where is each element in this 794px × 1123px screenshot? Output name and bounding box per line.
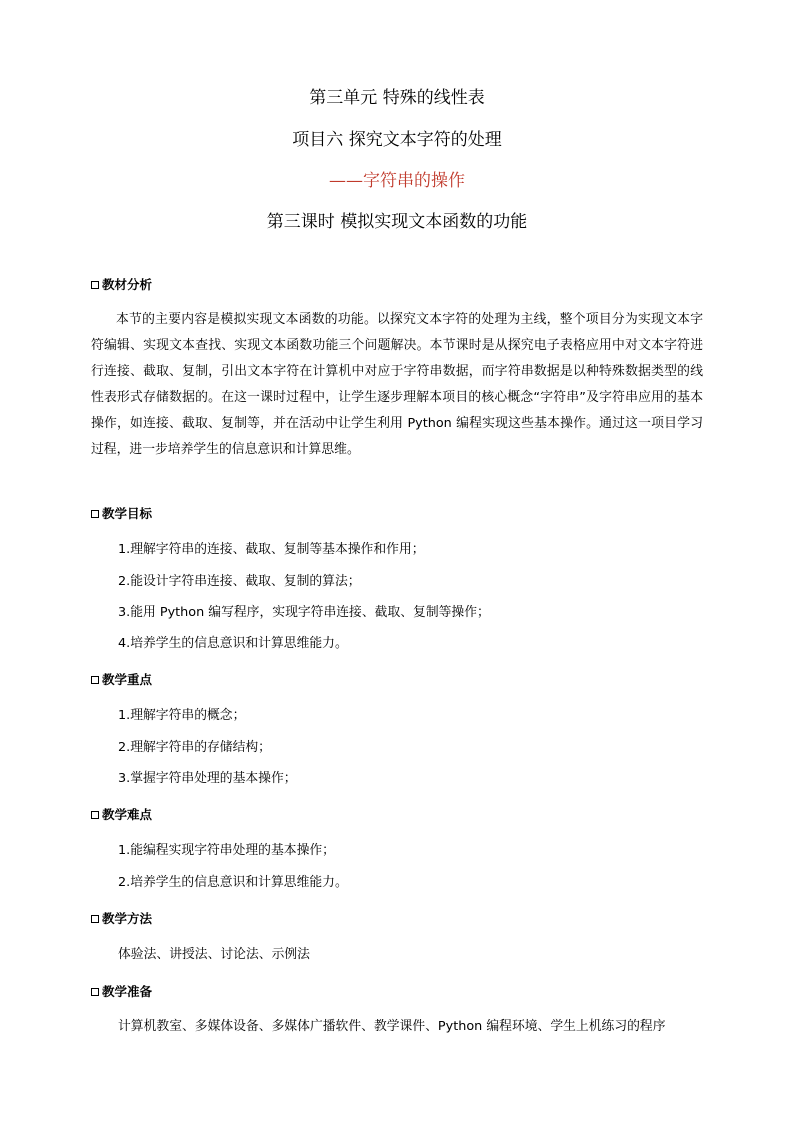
section-heading-text: 教材分析 (102, 277, 153, 292)
objective-item: 4.培养学生的信息意识和计算思维能力。 (118, 636, 348, 651)
checkbox-square-icon (91, 915, 99, 923)
checkbox-square-icon (91, 811, 99, 819)
checkbox-square-icon (91, 281, 99, 289)
section-heading-objectives (91, 505, 152, 523)
checkbox-square-icon (91, 676, 99, 684)
methods-text: 体验法、讲授法、讨论法、示例法 (118, 947, 310, 962)
section-heading-text: 教学目标 (102, 506, 153, 521)
subtitle: ——字符串的操作 (329, 171, 465, 191)
difficulty-item: 2.培养学生的信息意识和计算思维能力。 (118, 875, 348, 890)
key-point-item: 2.理解字符串的存储结构； (118, 740, 271, 755)
project-title: 项目六 探究文本字符的处理 (292, 130, 502, 150)
preparation-text: 计算机教室、多媒体设备、多媒体广播软件、教学课件、Python 编程环境、学生上机练习的程序 (118, 1019, 666, 1034)
lesson-title: 第三课时 模拟实现文本函数的功能 (266, 212, 528, 232)
section-heading-analysis (91, 276, 152, 294)
section-heading-methods (91, 910, 152, 928)
difficulty-item: 1.能编程实现字符串处理的基本操作； (118, 843, 335, 858)
checkbox-square-icon (91, 988, 99, 996)
section-heading-text: 教学重点 (102, 672, 153, 687)
section-heading-text: 教学难点 (102, 807, 153, 822)
section-heading-key-points (91, 671, 152, 689)
section-heading-text: 教学准备 (102, 984, 153, 999)
key-point-item: 1.理解字符串的概念； (118, 708, 246, 723)
section-heading-difficulties (91, 806, 152, 824)
section-heading-preparation (91, 983, 152, 1001)
checkbox-square-icon (91, 510, 99, 518)
unit-title: 第三单元 特殊的线性表 (309, 88, 485, 108)
objective-item: 1.理解字符串的连接、截取、复制等基本操作和作用； (118, 542, 425, 557)
key-point-item: 3.掌握字符串处理的基本操作； (118, 771, 297, 786)
objective-item: 2.能设计字符串连接、截取、复制的算法； (118, 574, 361, 589)
objective-item: 3.能用 Python 编写程序，实现字符串连接、截取、复制等操作； (118, 605, 490, 620)
analysis-paragraph: 本节的主要内容是模拟实现文本函数的功能。以探究文本字符的处理为主线，整个项目分为实现文本字符编辑、实现文本查找、实现文本函数功能三个问题解决。本节课时是从探究电子表格应用中对文本字符进行连接、截取、复制，引出文本字符在计算机中对应于字符串数据，而字符串数据是以种特殊数据类型的线性表形式存储数据的。在这一课时过程中，让学生逐步理解本项目的核心概念“字符串”及字符串应用的基本操作，如连接、截取、复制等，并在活动中让学生利用 Python 编程实现这些基本操作。通过这一项目学习过程，进一步培养学生的信息意识和计算思维。 (91, 312, 703, 457)
section-heading-text: 教学方法 (102, 911, 153, 926)
